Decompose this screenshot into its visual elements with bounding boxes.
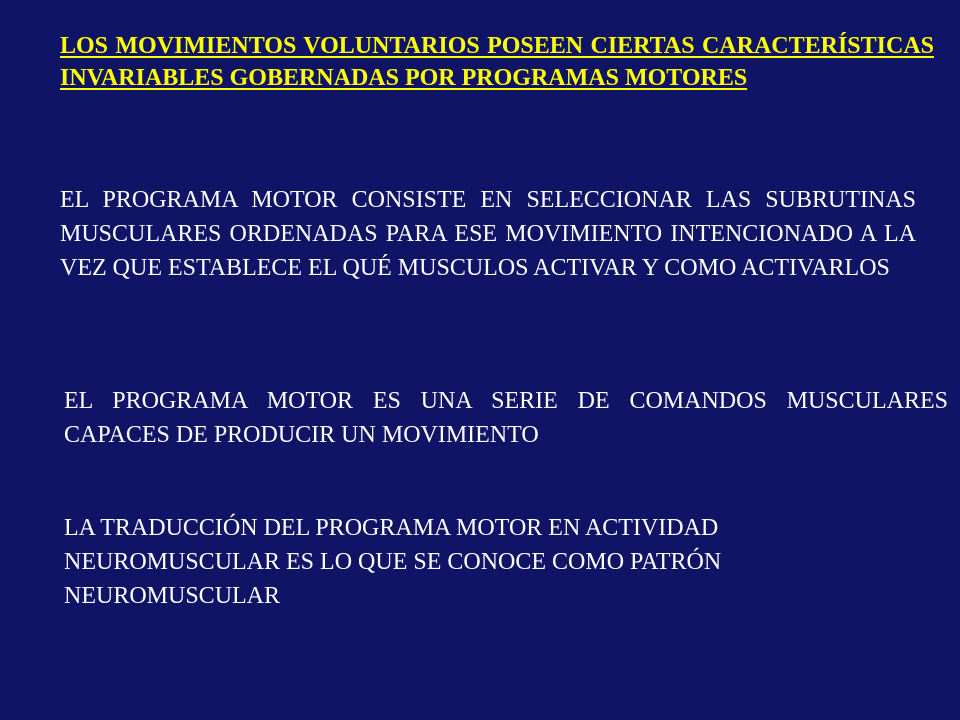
paragraph-patron-neuromuscular: LA TRADUCCIÓN DEL PROGRAMA MOTOR EN ACTIVIDAD NEUROMUSCULAR ES LO QUE SE CONOCE COMO PATRÓN NEUROMUSCULAR <box>64 515 722 609</box>
slide-title: LOS MOVIMIENTOS VOLUNTARIOS POSEEN CIERTAS CARACTERÍSTICAS INVARIABLES GOBERNADAS POR PROGRAMAS MOTORES <box>60 33 934 91</box>
paragraph-serie-de-comandos: EL PROGRAMA MOTOR ES UNA SERIE DE COMANDOS MUSCULARES CAPACES DE PRODUCIR UN MOVIMIENTO <box>64 388 948 448</box>
paragraph-programa-motor-definicion: EL PROGRAMA MOTOR CONSISTE EN SELECCIONAR LAS SUBRUTINAS MUSCULARES ORDENADAS PARA ESE MOVIMIENTO INTENCIONADO A LA VEZ QUE ESTABLECE EL QUÉ MUSCULOS ACTIVAR Y COMO ACTIVARLOS <box>60 187 916 281</box>
